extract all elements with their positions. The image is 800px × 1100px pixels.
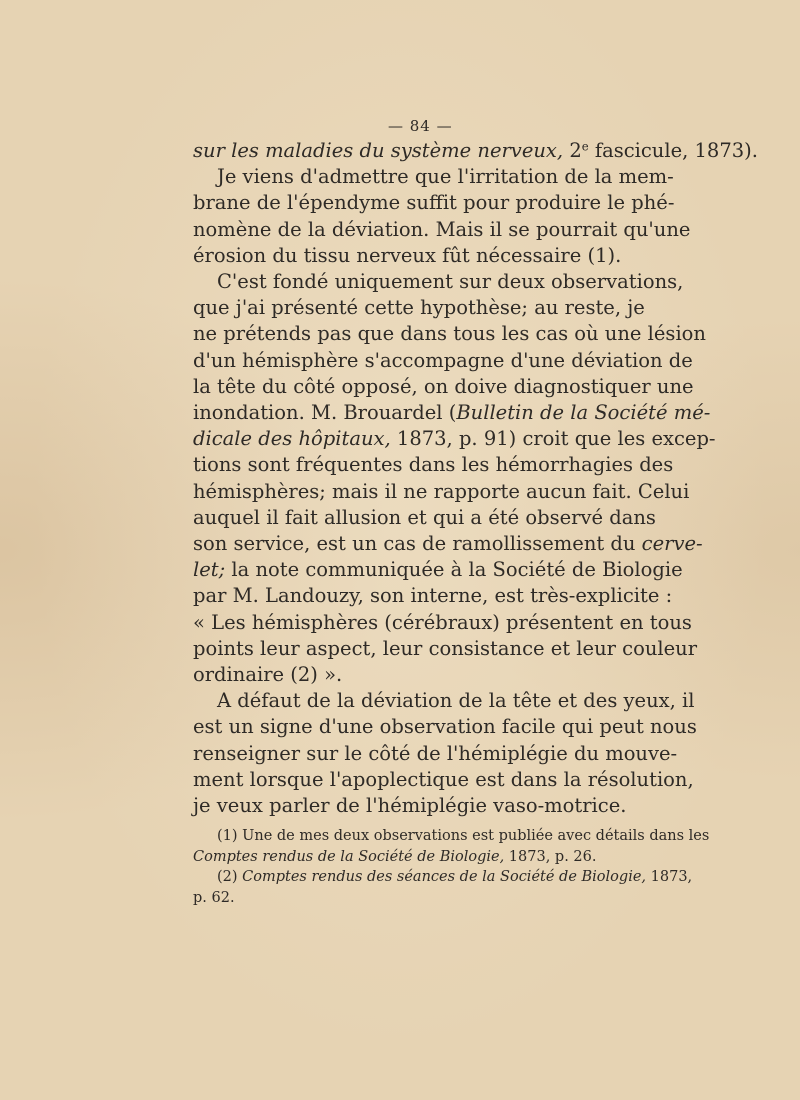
text-run: par M. Landouzy, son interne, est très-explicite :: [193, 584, 673, 608]
text-run: (2): [217, 869, 243, 885]
text-run: auquel il fait allusion et qui a été observé dans: [193, 505, 656, 529]
text-run: est un signe d'une observation facile qui peut nous: [193, 715, 697, 739]
text-line: [193, 243, 639, 269]
text-run: renseigner sur le côté de l'hémiplégie du mouve-: [193, 741, 678, 765]
text-run: 1873,: [646, 869, 693, 885]
text-run: points leur aspect, leur consistance et leur couleur: [193, 636, 698, 660]
text-line: [193, 217, 691, 243]
text-run: 2: [563, 139, 582, 162]
italic-text: Comptes rendus des séances de la Société de Biologie,: [242, 869, 647, 885]
text-run: A défaut de la déviation de la tête et des yeux, il: [217, 689, 695, 713]
text-line: [193, 505, 656, 531]
text-line: [193, 269, 684, 295]
text-run: ordinaire (2) ».: [193, 663, 343, 687]
body-text: [193, 138, 758, 819]
text-line: [193, 190, 675, 216]
text-run: Je viens d'admettre que l'irritation de la mem-: [217, 165, 674, 189]
text-run: 1873, p. 26.: [504, 848, 597, 865]
text-run: « Les hémisphères (cérébraux) présentent en tous: [193, 610, 692, 634]
text-run: nomène de la déviation. Mais il se pourrait qu'une: [193, 217, 691, 241]
footnote-line: [193, 826, 710, 847]
italic-text: Comptes rendus de la Société de Biologie,: [193, 848, 505, 865]
text-run: p. 62.: [193, 889, 235, 906]
text-run: brane de l'épendyme suffit pour produire le phé-: [193, 191, 675, 215]
text-line: [193, 662, 639, 688]
footnote-line: [193, 888, 639, 909]
text-line: [193, 610, 692, 636]
text-run: inondation. M. Brouardel (: [193, 401, 457, 425]
text-line: [193, 295, 645, 321]
text-line: [193, 400, 711, 426]
text-line: [193, 321, 706, 347]
text-run: la tête du côté opposé, on doive diagnostiquer une: [193, 374, 694, 398]
italic-text: cerve-: [641, 532, 703, 556]
text-line: [193, 767, 694, 793]
text-run: C'est fondé uniquement sur deux observations,: [217, 270, 684, 294]
text-line: [193, 793, 639, 819]
text-line: [193, 426, 716, 452]
text-run: son service, est un cas de ramollissement du: [193, 532, 642, 556]
text-run: ne prétends pas que dans tous les cas où une lésion: [193, 322, 706, 346]
italic-text: Bulletin de la Société mé-: [456, 401, 711, 425]
footnotes: [193, 826, 710, 908]
italic-text: let;: [193, 558, 226, 582]
text-run: tions sont fréquentes dans les hémorrhagies des: [193, 453, 674, 477]
text-line: [193, 636, 698, 662]
footnote-line: [193, 867, 693, 888]
text-line: [193, 348, 693, 374]
text-line: [193, 452, 674, 478]
text-line: [193, 138, 758, 164]
text-line: [193, 531, 703, 557]
page-number: — 84 —: [388, 117, 453, 135]
text-run: e: [581, 139, 589, 154]
text-line: [193, 741, 678, 767]
italic-text: dicale des hôpitaux,: [193, 427, 391, 451]
text-run: que j'ai présenté cette hypothèse; au reste, je: [193, 296, 645, 320]
text-run: d'un hémisphère s'accompagne d'une déviation de: [193, 348, 693, 372]
text-run: érosion du tissu nerveux fût nécessaire (1).: [193, 243, 622, 267]
text-line: [193, 164, 674, 190]
italic-text: sur les maladies du système nerveux,: [193, 139, 564, 162]
text-line: [193, 714, 697, 740]
text-line: [193, 374, 694, 400]
text-run: 1873, p. 91) croit que les excep-: [390, 427, 716, 451]
text-run: hémisphères; mais il ne rapporte aucun fait. Celui: [193, 479, 690, 503]
footnote-line: [193, 847, 639, 868]
text-run: la note communiquée à la Société de Biologie: [225, 558, 683, 582]
text-line: [193, 688, 695, 714]
text-run: ment lorsque l'apoplectique est dans la résolution,: [193, 767, 694, 791]
text-run: (1) Une de mes deux observations est publiée avec détails dans les: [217, 828, 710, 844]
text-line: [193, 583, 673, 609]
text-run: je veux parler de l'hémiplégie vaso-motrice.: [193, 794, 627, 818]
text-line: [193, 479, 690, 505]
text-line: [193, 557, 683, 583]
text-run: fascicule, 1873).: [588, 139, 758, 162]
